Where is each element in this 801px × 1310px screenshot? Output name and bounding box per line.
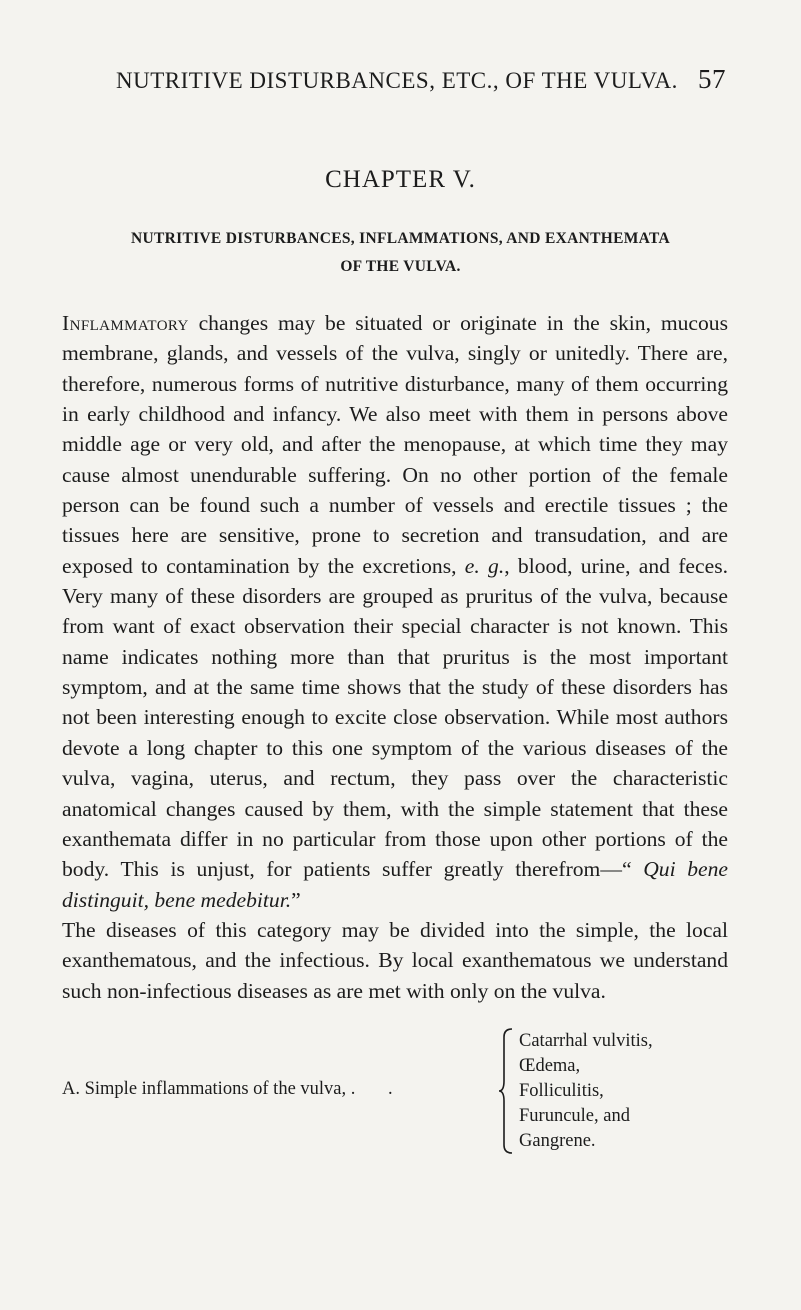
chapter-subtitle-line-2: OF THE VULVA. — [340, 258, 461, 275]
body-text — [62, 308, 728, 1006]
page-number: 57 — [698, 64, 726, 94]
chapter-subtitle-line-1: NUTRITIVE DISTURBANCES, INFLAMMATIONS, AND EXANTHEMATA — [131, 230, 670, 247]
chapter-title: CHAPTER V. — [325, 166, 476, 193]
classification-item: Catarrhal vulvitis, — [519, 1031, 653, 1051]
classification-item: Gangrene. — [519, 1131, 596, 1151]
running-head-title: NUTRITIVE DISTURBANCES, ETC., OF THE VULVA. — [116, 68, 678, 93]
paragraph-1 — [62, 308, 728, 915]
classification-leader-dot: . — [388, 1079, 393, 1099]
curly-brace-icon — [498, 1025, 516, 1157]
paragraph-2: The diseases of this category may be divided into the simple, the local exanthematous, and the infectious. By local exanthematous we understand such non-infectious diseases as are met with only on the vulva. — [62, 917, 728, 1003]
paragraph-lead-word: Inflammatory — [62, 311, 189, 335]
closing-quote: ” — [291, 887, 301, 912]
classification-item: Furuncule, and — [519, 1106, 630, 1126]
classification-label-text: A. Simple inflammations of the vulva, . — [62, 1079, 356, 1099]
classification-table — [62, 1029, 728, 1159]
classification-item: Folliculitis, — [519, 1081, 604, 1101]
classification-item: Œdema, — [519, 1056, 581, 1076]
running-head — [116, 64, 726, 95]
latin-quotation: Qui bene distinguit, bene medebitur. — [62, 857, 728, 912]
paragraph-1-text-b: , blood, urine, and feces. Very many of these disorders are grouped as pruritus of the vulva, because from want of exact observation their special character is not known. This name indicates nothing more than that pruritus is the most important symptom, and at the same time shows that the study of these disorders has not been interesting enough to excite close observation. While most authors devote a long chapter to this one symptom of the various diseases of the vulva, vagina, uterus, and rectum, they pass over the characteristic anatomical changes caused by them, with the simple statement that these exanthemata differ in no particular from those upon other portions of the body. This is unjust, for patients suffer greatly therefrom—“ — [62, 553, 728, 882]
abbreviation-eg: e. g. — [464, 553, 505, 578]
classification-items — [519, 1029, 653, 1154]
classification-label — [62, 1079, 393, 1100]
paragraph-1-text-a: changes may be situated or originate in the skin, mucous membrane, glands, and vessels of the vulva, singly or unitedly. There are, therefore, numerous forms of nutritive disturbance, many of them occurring in early childhood and infancy. We also meet with them in persons above middle age or very old, and after the menopause, at which time they may cause almost unendurable suffering. On no other portion of the female person can be found such a number of vessels and erectile tissues ; the tissues here are sensitive, prone to secretion and transudation, and are exposed to contamination by the excretions, — [62, 311, 728, 578]
